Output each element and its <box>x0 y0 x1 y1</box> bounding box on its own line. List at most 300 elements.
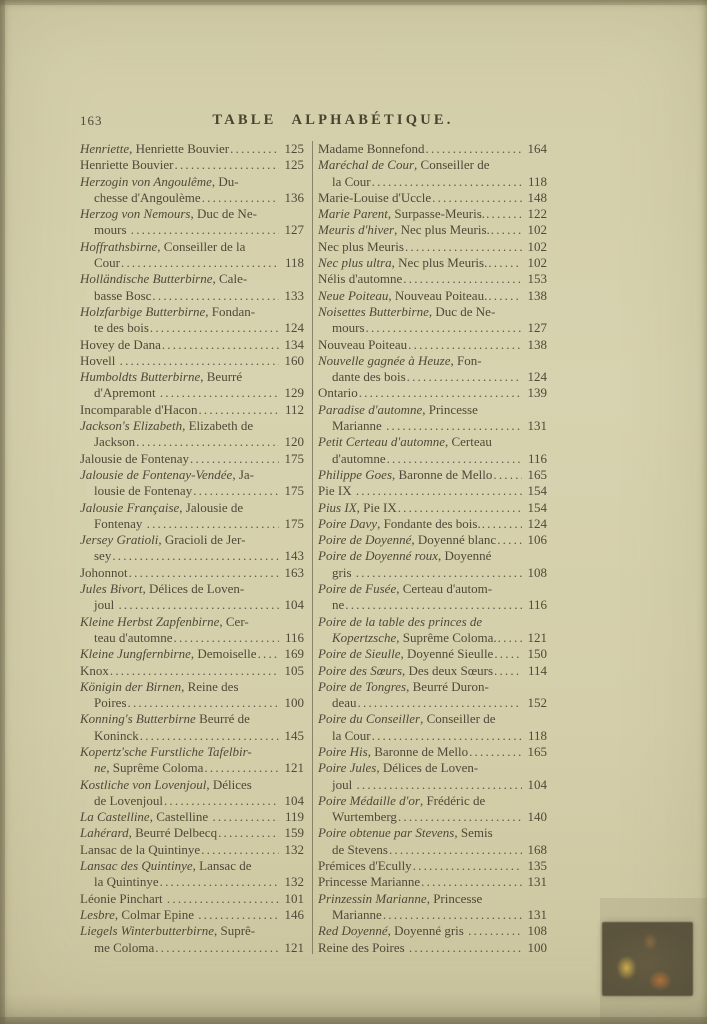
dot-leader <box>356 565 522 581</box>
entry-page-number: 104 <box>527 776 547 792</box>
entry-text: , Princesse <box>426 890 483 906</box>
dot-leader <box>432 190 522 206</box>
index-entry-line <box>80 402 304 418</box>
entry-page-number: 168 <box>527 841 547 857</box>
index-entry-line <box>318 532 547 548</box>
entry-text: gris <box>332 564 355 580</box>
index-entry-line <box>80 206 304 222</box>
entry-text: Poires <box>94 695 127 711</box>
index-entry-line <box>80 548 304 564</box>
dot-leader <box>372 728 522 744</box>
dot-leader <box>469 744 522 760</box>
index-entry-line <box>80 467 304 483</box>
index-entry-line <box>318 141 547 157</box>
entry-text: Johonnot <box>80 564 128 580</box>
index-entry-line <box>80 190 304 206</box>
index-entry-line <box>80 793 304 809</box>
index-entry-line <box>318 255 547 271</box>
entry-name-italic: Humboldts Butterbirne <box>80 369 201 385</box>
index-entry-line <box>318 483 547 499</box>
entry-text: la Cour <box>332 173 371 189</box>
entry-name-italic: Poire Jules <box>318 760 377 776</box>
entry-name-italic: Lansac des Quintinye <box>80 858 193 874</box>
index-entry-line <box>318 353 547 369</box>
dot-leader <box>482 516 522 532</box>
entry-text: , Frédéric de <box>419 792 486 808</box>
entry-name-italic: Poire des Sœurs <box>318 662 403 678</box>
index-entry-line <box>80 663 304 679</box>
entry-page-number: 100 <box>527 939 547 955</box>
dot-leader <box>175 157 280 173</box>
dot-leader <box>112 548 279 564</box>
entry-text: joul <box>332 776 356 792</box>
index-entry-line <box>318 728 547 744</box>
entry-text: , Doyenné blanc <box>411 532 497 548</box>
index-entry-line <box>80 385 304 401</box>
entry-text: , Semis <box>454 825 493 841</box>
entry-page-number: 136 <box>284 189 304 205</box>
dot-leader <box>164 793 279 809</box>
index-entry-line <box>318 402 547 418</box>
dot-leader <box>494 663 522 679</box>
entry-text: , Conseiller de <box>420 711 496 727</box>
index-entry-line <box>80 728 304 744</box>
index-entry-line <box>318 679 547 695</box>
entry-text: Princesse Marianne <box>318 874 421 890</box>
entry-name-italic: Pius IX <box>318 499 357 515</box>
entry-name-italic: Henriette <box>80 141 130 156</box>
index-column-right <box>318 141 547 956</box>
index-entry-line <box>318 793 547 809</box>
entry-page-number: 121 <box>284 939 304 955</box>
entry-text: , Baronne de Mello <box>392 466 493 482</box>
dot-leader <box>409 940 522 956</box>
entry-text: , Délices de Loven- <box>142 581 245 597</box>
entry-text: , Du- <box>211 173 239 189</box>
index-entry-line <box>318 304 547 320</box>
entry-page-number: 152 <box>527 695 547 711</box>
entry-text: Ontario <box>318 385 358 401</box>
entry-text: , Suprê- <box>213 923 256 939</box>
entry-name-italic: Poire de Tongres <box>318 678 407 694</box>
entry-text: , Elizabeth de <box>182 418 254 434</box>
index-entry-line <box>318 891 547 907</box>
index-entry-line <box>80 565 304 581</box>
index-entry-line <box>80 874 304 890</box>
entry-text: Nouveau Poiteau <box>318 336 408 352</box>
entry-page-number: 143 <box>284 548 304 564</box>
entry-page-number: 102 <box>527 222 547 238</box>
entry-page-number: 165 <box>527 743 547 759</box>
entry-page-number: 164 <box>527 141 547 156</box>
entry-name-italic: Nouvelle gagnée à Heuze <box>318 352 451 368</box>
entry-text: Madame Bonnefond <box>318 141 425 156</box>
entry-name-italic: Liegels Winterbutterbirne <box>80 923 214 939</box>
entry-name-italic: Jackson's Elizabeth <box>80 418 183 434</box>
index-entry-line <box>80 581 304 597</box>
entry-page-number: 118 <box>527 173 547 189</box>
entry-page-number: 125 <box>284 157 304 173</box>
entry-name-italic: Kopertz'sche Furstliche Tafelbir- <box>80 743 252 759</box>
entry-page-number: 129 <box>284 385 304 401</box>
index-entry-line <box>318 777 547 793</box>
index-entry-line <box>318 858 547 874</box>
entry-name-italic: Red Doyenné <box>318 923 388 939</box>
dot-leader <box>356 483 522 499</box>
entry-name-italic: Petit Certeau d'automne <box>318 434 445 450</box>
entry-text: d'automne <box>332 450 386 466</box>
index-entry-line <box>80 923 304 939</box>
dot-leader <box>486 206 522 222</box>
index-columns <box>80 141 547 956</box>
index-entry-line <box>318 760 547 776</box>
entry-page-number: 127 <box>284 222 304 238</box>
entry-text: Beurré de <box>195 711 250 727</box>
entry-page-number: 108 <box>527 564 547 580</box>
entry-text: , Nec plus Meuris. <box>394 222 490 238</box>
index-entry-line <box>318 548 547 564</box>
entry-text: , Castelline <box>149 809 212 825</box>
dot-leader <box>147 516 279 532</box>
dot-leader <box>488 288 522 304</box>
entry-text: d'Apremont <box>94 385 159 401</box>
entry-page-number: 159 <box>284 825 304 841</box>
entry-page-number: 139 <box>527 385 547 401</box>
entry-text: Lansac de la Quintinye <box>80 841 201 857</box>
entry-page-number: 119 <box>284 809 304 825</box>
index-entry-line <box>318 809 547 825</box>
entry-page-number: 160 <box>284 352 304 368</box>
entry-page-number: 124 <box>527 369 547 385</box>
entry-text: Incomparable d'Hacon <box>80 401 198 417</box>
entry-name-italic: Jalousie de Fontenay-Vendée <box>80 466 233 482</box>
entry-page-number: 148 <box>527 189 547 205</box>
entry-name-italic: Herzog von Nemours <box>80 206 191 222</box>
entry-text: , Beurré Duron- <box>406 678 489 694</box>
entry-page-number: 154 <box>527 499 547 515</box>
entry-text: Henriette Bouvier <box>80 157 174 173</box>
index-entry-line <box>318 239 547 255</box>
entry-name-italic: Poire obtenue par Stevens <box>318 825 455 841</box>
dot-leader <box>398 809 522 825</box>
entry-name-italic: Poire His <box>318 743 368 759</box>
entry-text: , Conseiller de <box>414 157 490 173</box>
entry-text: Fontenay <box>94 515 146 531</box>
index-entry-line <box>80 711 304 727</box>
index-entry-line <box>80 353 304 369</box>
index-entry-line <box>318 418 547 434</box>
entry-text: , Reine des <box>181 678 239 694</box>
entry-page-number: 120 <box>284 434 304 450</box>
entry-name-italic: Lahérard <box>80 825 129 841</box>
entry-text: , Nouveau Poiteau. <box>388 287 488 303</box>
index-entry-line <box>80 679 304 695</box>
index-entry-line <box>318 940 547 956</box>
dot-leader <box>413 858 522 874</box>
dot-leader <box>121 255 279 271</box>
entry-page-number: 163 <box>284 564 304 580</box>
entry-text: , Henriette Bouvier <box>129 141 230 156</box>
entry-name-italic: Jules Bivort <box>80 581 143 597</box>
entry-page-number: 175 <box>284 450 304 466</box>
entry-page-number: 145 <box>284 727 304 743</box>
dot-leader <box>345 597 522 613</box>
entry-page-number: 100 <box>284 695 304 711</box>
index-entry-line <box>318 630 547 646</box>
entry-name-italic: Noisettes Butterbirne <box>318 303 429 319</box>
index-entry-line <box>80 597 304 613</box>
entry-text: , Princesse <box>422 401 478 417</box>
dot-leader <box>389 842 522 858</box>
entry-page-number: 132 <box>284 874 304 890</box>
dot-leader <box>128 695 280 711</box>
index-entry-line <box>318 565 547 581</box>
dot-leader <box>398 500 522 516</box>
entry-text: , Suprême Coloma. <box>396 629 497 645</box>
index-entry-line <box>318 646 547 662</box>
index-entry-line <box>80 907 304 923</box>
entry-page-number: 146 <box>284 906 304 922</box>
entry-page-number: 154 <box>527 483 547 499</box>
index-entry-line <box>318 581 547 597</box>
entry-page-number: 102 <box>527 255 547 271</box>
entry-text: la Quintinye <box>94 874 159 890</box>
entry-text: , Fondante des bois. <box>377 515 481 531</box>
entry-text: mours <box>94 222 130 238</box>
entry-text: , Ja- <box>232 466 254 482</box>
dot-leader <box>372 174 522 190</box>
entry-name-italic: Holländische Butterbirne <box>80 271 213 287</box>
entry-name-italic: Meuris d'hiver <box>318 222 395 238</box>
dot-leader <box>136 434 279 450</box>
entry-name-italic: Jalousie Française <box>80 499 180 515</box>
index-entry-line <box>318 369 547 385</box>
index-entry-line <box>318 467 547 483</box>
dot-leader <box>366 320 523 336</box>
entry-text: , Fon- <box>450 352 482 368</box>
entry-page-number: 165 <box>527 466 547 482</box>
index-entry-line <box>318 385 547 401</box>
dot-leader <box>155 940 279 956</box>
dot-leader <box>129 565 279 581</box>
index-entry-line <box>80 630 304 646</box>
entry-text: te des bois <box>94 320 149 336</box>
index-entry-line <box>318 337 547 353</box>
dot-leader <box>131 222 279 238</box>
entry-name-italic: Nec plus ultra <box>318 255 392 271</box>
index-entry-line <box>318 711 547 727</box>
entry-text: , Jalousie de <box>179 499 244 515</box>
entry-name-italic: Kostliche von Lovenjoul <box>80 776 207 792</box>
index-entry-line <box>80 320 304 336</box>
index-entry-line <box>80 483 304 499</box>
entry-name-italic: Poire de Sieulle <box>318 646 401 662</box>
index-entry-line <box>80 174 304 190</box>
index-entry-line <box>80 532 304 548</box>
entry-text: , Fondan- <box>205 303 256 319</box>
dot-leader <box>497 532 522 548</box>
entry-text: Prémices d'Ecully <box>318 858 412 874</box>
index-entry-line <box>80 760 304 776</box>
entry-text: de Lovenjoul <box>94 792 163 808</box>
entry-text: , Conseiller de la <box>157 238 246 254</box>
fruit-watermark-image <box>602 922 693 996</box>
index-entry-line <box>318 271 547 287</box>
entry-text: Jackson <box>94 434 136 450</box>
dot-leader <box>491 222 522 238</box>
entry-page-number: 106 <box>527 532 547 548</box>
index-entry-line <box>318 842 547 858</box>
dot-leader <box>498 630 522 646</box>
dot-leader <box>493 467 522 483</box>
page-folio-number: 163 <box>80 113 103 128</box>
entry-page-number: 118 <box>527 727 547 743</box>
dot-leader <box>198 907 279 923</box>
index-entry-line <box>80 646 304 662</box>
entry-name-italic: Poire de Doyenné <box>318 532 412 548</box>
entry-page-number: 121 <box>527 629 547 645</box>
entry-page-number: 114 <box>527 662 547 678</box>
dot-leader <box>120 353 279 369</box>
entry-page-number: 104 <box>284 597 304 613</box>
entry-name-italic: Poire Médaille d'or <box>318 792 420 808</box>
entry-name-italic: Kleine Herbst Zapfenbirne <box>80 613 220 629</box>
index-entry-line <box>80 451 304 467</box>
entry-text: , Duc de Ne- <box>190 206 257 222</box>
index-entry-line <box>318 907 547 923</box>
entry-text: Marianne <box>332 906 382 922</box>
entry-page-number: 134 <box>284 336 304 352</box>
dot-leader <box>152 288 279 304</box>
dot-leader <box>193 483 279 499</box>
dot-leader <box>174 630 279 646</box>
dot-leader <box>212 809 279 825</box>
dot-leader <box>356 777 522 793</box>
entry-text: Reine des Poires <box>318 939 408 955</box>
entry-text: , Doyenné Sieulle <box>400 646 494 662</box>
index-entry-line <box>80 141 304 157</box>
entry-text: Marie-Louise d'Uccle <box>318 189 432 205</box>
entry-text: , Duc de Ne- <box>428 303 496 319</box>
entry-text: dante des bois <box>332 369 406 385</box>
dot-leader <box>190 451 279 467</box>
column-divider-rule <box>312 141 313 954</box>
index-entry-line <box>80 842 304 858</box>
entry-text: la Cour <box>332 727 371 743</box>
entry-page-number: 138 <box>527 336 547 352</box>
index-entry-line <box>318 222 547 238</box>
index-entry-line <box>318 744 547 760</box>
dot-leader <box>160 874 279 890</box>
entry-text: Hovell <box>80 352 119 368</box>
entry-page-number: 153 <box>527 271 547 287</box>
index-entry-line <box>318 288 547 304</box>
entry-page-number: 108 <box>527 923 547 939</box>
index-entry-line <box>80 337 304 353</box>
entry-name-italic: Holzfarbige Butterbirne <box>80 303 206 319</box>
dot-leader <box>140 728 279 744</box>
entry-text: Jalousie de Fontenay <box>80 450 190 466</box>
entry-text: de Stevens <box>332 841 388 857</box>
page-title: TABLE ALPHABÉTIQUE. <box>212 112 454 128</box>
index-entry-line <box>318 500 547 516</box>
entry-page-number: 121 <box>284 760 304 776</box>
entry-page-number: 135 <box>527 858 547 874</box>
entry-text: , Baronne de Mello <box>367 743 469 759</box>
entry-text: , Demoiselle <box>190 646 257 662</box>
dot-leader <box>405 239 522 255</box>
entry-text: , Certeau d'autom- <box>396 581 493 597</box>
entry-page-number: 125 <box>284 141 304 156</box>
dot-leader <box>468 923 522 939</box>
entry-text: , Pie IX <box>356 499 397 515</box>
dot-leader <box>202 190 279 206</box>
entry-text: , Délices de Loven- <box>376 760 479 776</box>
index-entry-line <box>318 825 547 841</box>
entry-name-italic: Poire de Fusée <box>318 581 397 597</box>
entry-text: , Suprême Coloma <box>106 760 204 776</box>
entry-page-number: 124 <box>527 515 547 531</box>
entry-page-number: 150 <box>527 646 547 662</box>
entry-page-number: 132 <box>284 841 304 857</box>
dot-leader <box>150 320 279 336</box>
dot-leader <box>198 402 279 418</box>
entry-page-number: 118 <box>284 255 304 271</box>
entry-name-italic: Maréchal de Cour <box>318 157 415 173</box>
dot-leader <box>403 271 522 287</box>
entry-name-italic: La Castelline <box>80 809 150 825</box>
index-entry-line <box>80 516 304 532</box>
entry-page-number: 131 <box>527 874 547 890</box>
entry-name-italic: Herzogin von Angoulême <box>80 173 212 189</box>
entry-text: Hovey de Dana <box>80 336 161 352</box>
entry-page-number: 131 <box>527 418 547 434</box>
entry-text: chesse d'Angoulème <box>94 189 201 205</box>
index-entry-line <box>80 222 304 238</box>
entry-name-italic: Poire de la table des princes de <box>318 613 483 629</box>
index-column-left <box>80 141 304 956</box>
entry-text: , Lansac de <box>192 858 252 874</box>
dot-leader <box>387 451 522 467</box>
dot-leader <box>386 418 522 434</box>
entry-page-number: 112 <box>284 401 304 417</box>
index-entry-line <box>318 695 547 711</box>
dot-leader <box>110 663 279 679</box>
entry-text: me Coloma <box>94 939 155 955</box>
entry-text: joul <box>94 597 118 613</box>
dot-leader <box>258 646 279 662</box>
entry-text: , Gracioli de Jer- <box>158 532 246 548</box>
entry-page-number: 133 <box>284 287 304 303</box>
entry-name-italic: Paradise d'automne <box>318 401 423 417</box>
entry-name-italic: Prinzessin Marianne <box>318 890 427 906</box>
entry-page-number: 175 <box>284 483 304 499</box>
page-header <box>0 110 707 132</box>
index-entry-line <box>318 434 547 450</box>
index-entry-line <box>318 597 547 613</box>
entry-page-number: 122 <box>527 206 547 222</box>
dot-leader <box>160 385 279 401</box>
index-entry-line <box>80 825 304 841</box>
dot-leader <box>358 695 522 711</box>
entry-name-italic: ne <box>94 760 107 776</box>
entry-page-number: 175 <box>284 515 304 531</box>
entry-page-number: 131 <box>527 906 547 922</box>
scan-edge-top <box>0 0 707 5</box>
entry-text: , Colmar Epine <box>114 906 198 922</box>
entry-page-number: 138 <box>527 287 547 303</box>
entry-text: , Beurré <box>200 369 243 385</box>
